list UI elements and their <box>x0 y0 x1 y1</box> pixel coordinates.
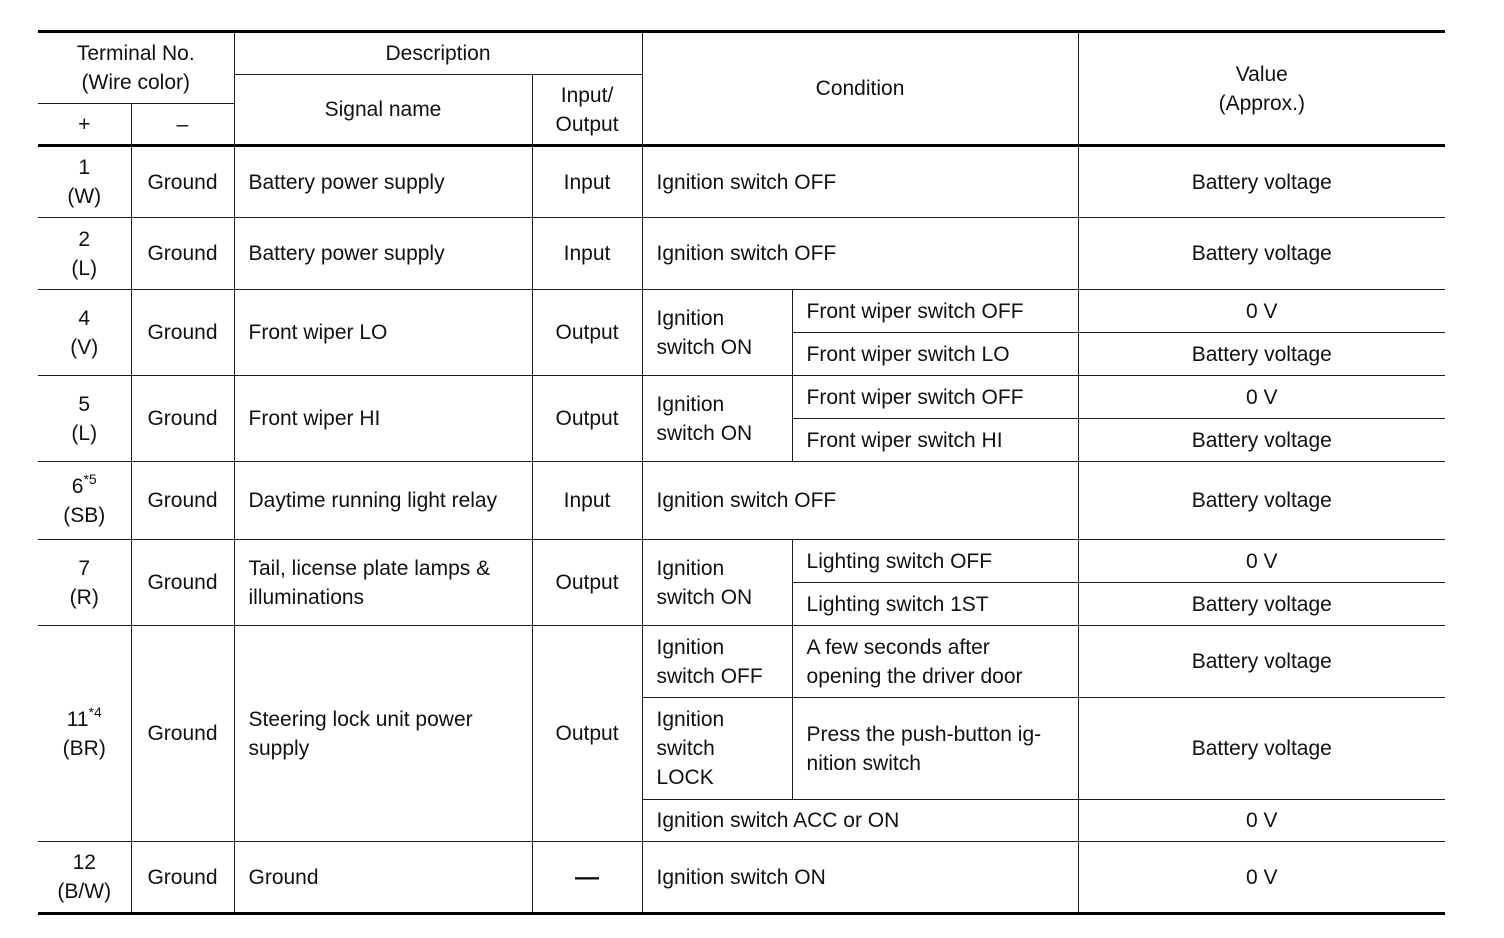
terminal-number: 11$^{*4}$ <box>66 703 102 731</box>
value-cell: Battery voltage <box>1078 419 1445 462</box>
table-row <box>38 540 1445 583</box>
condition-sub-line: A few seconds after <box>806 635 990 659</box>
value-cell: 0 V <box>1078 800 1445 842</box>
terminal-cell <box>38 842 131 914</box>
signal-line: Steering lock unit power <box>248 707 473 731</box>
signal-cell: Battery power supply <box>234 146 532 218</box>
value-cell: 0 V <box>1078 842 1445 914</box>
signal-cell: Battery power supply <box>234 218 532 290</box>
value-cell: 0 V <box>1078 540 1445 583</box>
minus-cell: Ground <box>131 626 234 842</box>
condition-main-line: LOCK <box>656 766 714 789</box>
table-row <box>38 218 1445 290</box>
value-label: Value <box>1235 62 1288 86</box>
signal-cell: Ground <box>234 842 532 914</box>
wire-color: (V) <box>70 335 99 359</box>
condition-header: Condition <box>642 32 1078 146</box>
table-row <box>38 462 1445 540</box>
io-cell: Input <box>532 146 642 218</box>
terminal-number: 5 <box>78 392 91 416</box>
terminal-number: 6$^{*5}$ <box>71 470 97 498</box>
terminal-cell <box>38 462 131 540</box>
signal-line: supply <box>248 736 310 760</box>
condition-sub-cell: Front wiper switch HI <box>792 419 1078 462</box>
value-cell: Battery voltage <box>1078 462 1445 540</box>
terminal-table <box>38 30 1445 915</box>
minus-cell: Ground <box>131 540 234 626</box>
condition-main-line: switch ON <box>656 421 753 445</box>
condition-main-cell <box>642 376 792 462</box>
minus-cell: Ground <box>131 146 234 218</box>
terminal-cell <box>38 146 131 218</box>
condition-cell: Ignition switch OFF <box>642 462 1078 540</box>
condition-cell: Ignition switch OFF <box>642 146 1078 218</box>
condition-sub-cell: Front wiper switch OFF <box>792 290 1078 333</box>
table-row <box>38 146 1445 218</box>
wire-color: (SB) <box>63 503 106 527</box>
terminal-number: 12 <box>72 851 96 874</box>
table-row <box>38 842 1445 914</box>
condition-sub-line: opening the driver door <box>806 664 1023 688</box>
condition-main-line: Ignition <box>656 306 725 330</box>
signal-cell: Front wiper LO <box>234 290 532 376</box>
minus-cell: Ground <box>131 462 234 540</box>
condition-main-line: switch ON <box>656 585 753 609</box>
condition-main-line: switch <box>656 737 715 760</box>
condition-main-cell <box>642 698 792 800</box>
terminal-no-label: Terminal No. <box>76 42 195 65</box>
condition-main-cell <box>642 290 792 376</box>
terminal-number: 2 <box>78 227 91 251</box>
wire-color: (BR) <box>62 736 106 760</box>
header-row-1 <box>38 32 1445 75</box>
description-header: Description <box>234 32 642 75</box>
footnote-marker: *5 <box>83 470 97 487</box>
io-cell: — <box>532 842 642 914</box>
minus-header: – <box>131 104 234 146</box>
plus-header: + <box>38 104 131 146</box>
wire-color: (B/W) <box>57 880 112 903</box>
terminal-no-header <box>38 32 234 104</box>
terminal-number: 4 <box>78 306 91 330</box>
condition-main-cell <box>642 540 792 626</box>
condition-sub-cell <box>792 626 1078 698</box>
table-row <box>38 290 1445 333</box>
wire-color-label: (Wire color) <box>81 71 190 94</box>
value-cell: Battery voltage <box>1078 583 1445 626</box>
condition-sub-cell: Lighting switch OFF <box>792 540 1078 583</box>
condition-cell: Ignition switch ON <box>642 842 1078 914</box>
wire-color: (R) <box>69 585 99 609</box>
wire-color: (L) <box>71 421 98 445</box>
value-header <box>1078 32 1445 146</box>
condition-main-line: switch ON <box>656 335 753 359</box>
minus-cell: Ground <box>131 376 234 462</box>
condition-main-cell <box>642 626 792 698</box>
table-row <box>38 626 1445 698</box>
io-cell: Output <box>532 376 642 462</box>
condition-main-line: Ignition <box>656 556 725 580</box>
minus-cell: Ground <box>131 218 234 290</box>
signal-line: illuminations <box>248 585 365 609</box>
wire-color: (L) <box>71 256 98 280</box>
minus-cell: Ground <box>131 842 234 914</box>
condition-sub-line: Press the push-button ig- <box>806 722 1042 746</box>
terminal-cell <box>38 290 131 376</box>
signal-name-header: Signal name <box>234 75 532 146</box>
io-cell: Output <box>532 626 642 842</box>
condition-sub-cell: Front wiper switch OFF <box>792 376 1078 419</box>
output-label: Output <box>555 112 619 136</box>
condition-main-line: Ignition <box>656 635 725 659</box>
condition-main-line: Ignition <box>656 392 725 416</box>
terminal-number: 7 <box>78 556 91 580</box>
approx-label: (Approx.) <box>1218 91 1305 115</box>
terminal-cell <box>38 540 131 626</box>
value-cell: Battery voltage <box>1078 626 1445 698</box>
input-output-header <box>532 75 642 146</box>
condition-cell: Ignition switch OFF <box>642 218 1078 290</box>
table-row <box>38 376 1445 419</box>
signal-cell <box>234 540 532 626</box>
value-cell: Battery voltage <box>1078 333 1445 376</box>
io-cell: Output <box>532 290 642 376</box>
condition-sub-cell: Front wiper switch LO <box>792 333 1078 376</box>
signal-cell: Front wiper HI <box>234 376 532 462</box>
condition-main-line: switch OFF <box>656 664 763 688</box>
signal-cell <box>234 626 532 842</box>
signal-cell: Daytime running light relay <box>234 462 532 540</box>
value-cell: 0 V <box>1078 290 1445 333</box>
value-cell: Battery voltage <box>1078 146 1445 218</box>
condition-sub-cell <box>792 698 1078 800</box>
terminal-cell <box>38 626 131 842</box>
condition-main-line: Ignition <box>656 708 725 731</box>
condition-sub-cell: Lighting switch 1ST <box>792 583 1078 626</box>
footnote-marker: *4 <box>88 703 102 720</box>
input-label: Input/ <box>560 83 614 107</box>
terminal-cell <box>38 218 131 290</box>
io-cell: Output <box>532 540 642 626</box>
terminal-cell <box>38 376 131 462</box>
signal-line: Tail, license plate lamps & <box>248 556 491 580</box>
minus-cell: Ground <box>131 290 234 376</box>
value-cell: Battery voltage <box>1078 218 1445 290</box>
wire-color: (W) <box>67 185 102 208</box>
value-cell: 0 V <box>1078 376 1445 419</box>
condition-sub-line: nition switch <box>806 751 921 775</box>
value-cell: Battery voltage <box>1078 698 1445 800</box>
io-cell: Input <box>532 218 642 290</box>
terminal-number: 1 <box>78 156 91 179</box>
io-cell: Input <box>532 462 642 540</box>
condition-cell: Ignition switch ACC or ON <box>642 800 1078 842</box>
